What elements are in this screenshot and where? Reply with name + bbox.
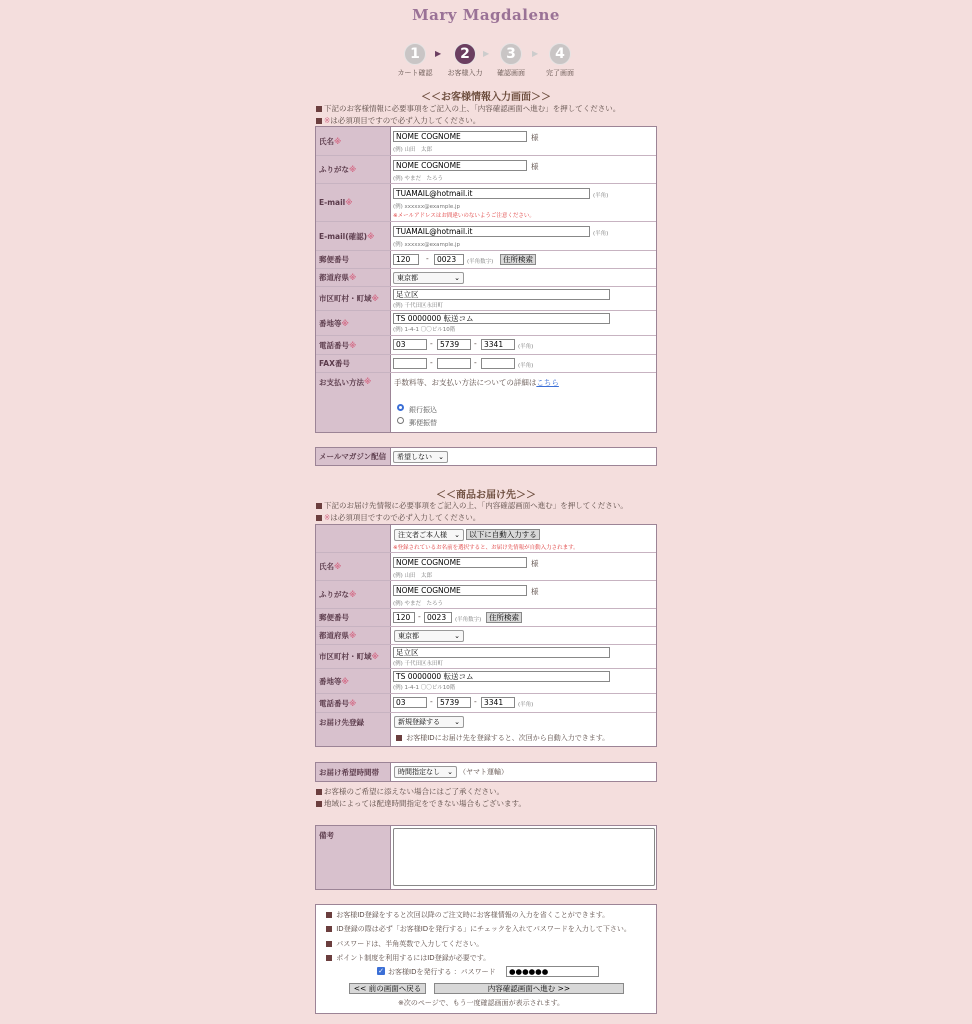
hankaku-note: (半角) (518, 702, 534, 708)
email-row (316, 184, 656, 222)
delivery-address-example: (例) 1-4-1 〇〇ビル10階 (393, 685, 456, 691)
delivery-register-note: お客様IDにお届け先を登録すると、次回から自動入力できます。 (396, 733, 609, 743)
pref-row (316, 269, 656, 287)
delivery-address-label: 番地等 ※ (316, 669, 391, 693)
chevron-down-icon: ⌄ (454, 632, 460, 640)
hankaku-note: (半角) (518, 363, 534, 369)
fax2-input[interactable] (437, 358, 471, 369)
address-input[interactable]: TS 0000000 転送コム (393, 313, 610, 324)
fax-dash: - (430, 358, 433, 367)
bullet-square-icon (326, 912, 332, 918)
delivery-zip2-input[interactable]: 0023 (424, 612, 452, 623)
customer-section-title: ＜＜お客様情報入力画面＞＞ (421, 92, 551, 103)
chevron-down-icon: ⌄ (454, 274, 460, 282)
remarks-label: 備考 (316, 826, 391, 889)
delivery-tel3-input[interactable]: 3341 (481, 697, 515, 708)
email-confirm-input[interactable]: TUAMAIL@hotmail.it (393, 226, 590, 237)
delivery-note-2: ※は必須項目ですので必ず入力してください。 (316, 512, 480, 523)
autofill-row (316, 525, 656, 553)
delivery-zip-row (316, 609, 656, 627)
delivery-name-input[interactable]: NOME COGNOME (393, 557, 527, 568)
tel-dash: - (474, 697, 477, 706)
delivery-kana-example: (例) やまだ たろう (393, 601, 444, 607)
tel-dash: - (430, 339, 433, 348)
customer-note-2 (316, 115, 480, 126)
pref-label: 都道府県 ※ (316, 269, 391, 286)
fax-dash: - (474, 358, 477, 367)
delivery-city-row (316, 645, 656, 669)
zip-dash: - (426, 254, 429, 263)
delivery-zip1-input[interactable]: 120 (393, 612, 415, 623)
tel-dash: - (430, 697, 433, 706)
magazine-label: メールマガジン配信 (316, 448, 391, 465)
zip2-input[interactable]: 0023 (434, 254, 464, 265)
zip-label: 郵便番号 (316, 251, 391, 268)
kana-row (316, 156, 656, 184)
autofill-note: ※登録されているお名前を選択すると、お届け先情報が自動入力されます。 (393, 545, 579, 551)
step-4-number: 4 (549, 43, 571, 65)
zip-note: (半角数字) (455, 617, 482, 623)
delivery-pref-select[interactable]: 東京都 ⌄ (394, 630, 464, 642)
fax3-input[interactable] (481, 358, 515, 369)
bullet-square-icon (326, 926, 332, 932)
email-label: E-mail ※ (316, 184, 391, 221)
bullet-square-icon (316, 801, 322, 807)
recipient-select[interactable]: 注文者ご本人様 ⌄ (394, 529, 464, 541)
timing-row (316, 763, 656, 781)
city-label: 市区町村・町域 ※ (316, 287, 391, 310)
tel3-input[interactable]: 3341 (481, 339, 515, 350)
delivery-kana-input[interactable]: NOME COGNOME (393, 585, 527, 596)
delivery-city-example: (例) 千代田区永田町 (393, 661, 444, 667)
delivery-tel-label: 電話番号 ※ (316, 694, 391, 712)
pref-select[interactable]: 東京都 ⌄ (393, 272, 464, 284)
zip1-input[interactable]: 120 (393, 254, 419, 265)
delivery-tel1-input[interactable]: 03 (393, 697, 427, 708)
step-1-number: 1 (404, 43, 426, 65)
chevron-down-icon: ⌄ (438, 453, 444, 461)
name-example: (例) 山田 太郎 (393, 147, 433, 153)
step-arrow-icon: ▶ (435, 49, 442, 58)
timing-note-1: お客様のご希望に添えない場合にはご了承ください。 (316, 786, 504, 797)
fax-label: FAX番号 (316, 355, 391, 372)
zip-row (316, 251, 656, 269)
timing-select[interactable]: 時間指定なし ⌄ (394, 766, 457, 778)
tel2-input[interactable]: 5739 (437, 339, 471, 350)
autofill-button[interactable]: 以下に自動入力する (466, 529, 540, 540)
delivery-address-input[interactable]: TS 0000000 転送コム (393, 671, 610, 682)
tel-dash: - (474, 339, 477, 348)
sama-label: 様 (531, 162, 539, 171)
tel-label: 電話番号 ※ (316, 336, 391, 354)
step-2-number: 2 (454, 43, 476, 65)
step-3-label: 確認画面 (497, 69, 525, 77)
hankaku-note: (半角) (593, 193, 609, 199)
chevron-down-icon: ⌄ (454, 718, 460, 726)
payment-details-link[interactable]: こちら (536, 378, 559, 387)
sama-label: 様 (531, 587, 539, 596)
step-3-number: 3 (500, 43, 522, 65)
back-button[interactable]: << 前の画面へ戻る (349, 983, 426, 994)
step-arrow-icon: ▶ (483, 49, 490, 58)
email-confirm-example: (例) xxxxxx@example.jp (393, 242, 461, 248)
footer-note: ※次のページで、もう一度確認画面が表示されます。 (398, 999, 565, 1007)
bullet-square-icon (316, 118, 322, 124)
fax1-input[interactable] (393, 358, 427, 369)
remarks-textarea[interactable] (393, 828, 655, 886)
step-2-label: お客様入力 (447, 69, 483, 77)
delivery-city-input[interactable]: 足立区 (393, 647, 610, 658)
delivery-tel2-input[interactable]: 5739 (437, 697, 471, 708)
step-4-label: 完了画面 (546, 69, 574, 77)
delivery-city-label: 市区町村・町域 ※ (316, 645, 391, 668)
brand-logo: Mary Magdalene (412, 6, 560, 24)
timing-label: お届け希望時間帯 (316, 763, 391, 781)
delivery-pref-label: 都道府県 ※ (316, 627, 391, 644)
kana-label: ふりがな ※ (316, 156, 391, 183)
issue-id-checkbox[interactable]: ✓ (378, 967, 384, 975)
zip-dash: - (418, 612, 421, 621)
delivery-name-example: (例) 山田 太郎 (393, 573, 433, 579)
zip-search-button[interactable]: 住所検索 (500, 254, 536, 265)
delivery-address-row (316, 669, 656, 694)
address-example: (例) 1-4-1 〇〇ビル10階 (393, 327, 456, 333)
name-label: 氏名 ※ (316, 127, 391, 155)
step-arrow-icon: ▶ (532, 49, 539, 58)
bullet-square-icon (396, 735, 402, 741)
id-info-2: ID登録の際は必ず「お客様IDを発行する」にチェックを入れてパスワードを入力して下さい。 (326, 924, 631, 934)
bullet-square-icon (326, 941, 332, 947)
email-confirm-label: E-mail(確認) ※ (316, 222, 391, 250)
payment-info: 手数料等、お支払い方法についての詳細はこちら (394, 378, 559, 387)
tel-row (316, 336, 656, 355)
magazine-row (316, 448, 656, 465)
bullet-square-icon (316, 503, 322, 509)
delivery-kana-label: ふりがな ※ (316, 581, 391, 608)
tel1-input[interactable]: 03 (393, 339, 427, 350)
id-info-4: ポイント制度を利用するにはID登録が必要です。 (326, 953, 490, 963)
postal-transfer-label: 郵便振替 (409, 419, 437, 427)
step-indicator (395, 43, 585, 79)
id-info-1: お客様ID登録をすると次回以降のご注文時にお客様情報の入力を省くことができます。 (326, 910, 609, 920)
password-input[interactable]: ●●●●●● (506, 966, 599, 977)
sama-label: 様 (531, 133, 539, 142)
timing-note-2: 地域によっては配達時間指定をできない場合もございます。 (316, 798, 526, 809)
delivery-register-row (316, 713, 656, 746)
bullet-square-icon (316, 789, 322, 795)
step-1-label: カート確認 (397, 69, 433, 77)
name-input[interactable]: NOME COGNOME (393, 131, 527, 142)
remarks-row (316, 826, 656, 889)
id-info-3: パスワードは、半角英数で入力してください。 (326, 939, 483, 949)
city-input[interactable]: 足立区 (393, 289, 610, 300)
customer-note-2-text: は必須項目ですので必ず入力してください。 (330, 116, 481, 125)
required-mark: ※ (324, 116, 331, 125)
magazine-table (315, 447, 657, 466)
delivery-register-select[interactable]: 新規登録する ⌄ (394, 716, 464, 728)
bank-transfer-label: 銀行振込 (409, 406, 437, 414)
payment-row (316, 373, 656, 432)
city-example: (例) 千代田区永田町 (393, 303, 444, 309)
zip-note: (半角数字) (467, 259, 494, 265)
customer-note-1-text: 下記のお客様情報に必要事項をご記入の上、「内容確認画面へ進む」を押してください。 (324, 104, 621, 113)
bullet-square-icon (316, 515, 322, 521)
payment-label: お支払い方法 ※ (316, 373, 391, 432)
remarks-table (315, 825, 657, 890)
address-row (316, 311, 656, 336)
delivery-section-title: ＜＜商品お届け先＞＞ (436, 490, 536, 501)
delivery-name-row (316, 553, 656, 581)
customer-note-1 (316, 103, 620, 114)
timing-table (315, 762, 657, 782)
carrier-label: （ヤマト運輸） (459, 768, 508, 776)
autofill-label (316, 525, 391, 552)
delivery-register-label: お届け先登録 (316, 713, 391, 746)
email-input[interactable]: TUAMAIL@hotmail.it (393, 188, 590, 199)
confirm-button[interactable]: 内容確認画面へ進む >> (434, 983, 624, 994)
bullet-square-icon (316, 106, 322, 112)
email-example: (例) xxxxxx@example.jp (393, 204, 461, 210)
delivery-name-label: 氏名 ※ (316, 553, 391, 580)
address-label: 番地等 ※ (316, 311, 391, 335)
bank-transfer-radio[interactable] (397, 404, 404, 411)
chevron-down-icon: ⌄ (454, 531, 460, 539)
postal-transfer-radio[interactable] (397, 417, 404, 424)
delivery-kana-row (316, 581, 656, 609)
delivery-zip-search-button[interactable]: 住所検索 (486, 612, 522, 623)
chevron-down-icon: ⌄ (447, 768, 453, 776)
delivery-pref-row (316, 627, 656, 645)
delivery-tel-row (316, 694, 656, 713)
bullet-square-icon (326, 955, 332, 961)
city-row (316, 287, 656, 311)
name-row (316, 127, 656, 156)
kana-example: (例) やまだ たろう (393, 176, 444, 182)
sama-label: 様 (531, 559, 539, 568)
email-warning: ※メールアドレスはお間違いのないようご注意ください。 (393, 213, 535, 219)
hankaku-note: (半角) (593, 231, 609, 237)
customer-id-box (315, 904, 657, 1014)
email-confirm-row (316, 222, 656, 251)
issue-id-label: お客様IDを発行する ：パスワード (388, 968, 496, 976)
delivery-note-1: 下記のお届け先情報に必要事項をご記入の上、「内容確認画面へ進む」を押してください。 (316, 500, 628, 511)
hankaku-note: (半角) (518, 344, 534, 350)
delivery-form-table (315, 524, 657, 747)
step-4 (530, 43, 590, 78)
fax-row (316, 355, 656, 373)
kana-input[interactable]: NOME COGNOME (393, 160, 527, 171)
delivery-zip-label: 郵便番号 (316, 609, 391, 626)
magazine-select[interactable]: 希望しない ⌄ (393, 451, 448, 463)
customer-form-table (315, 126, 657, 433)
